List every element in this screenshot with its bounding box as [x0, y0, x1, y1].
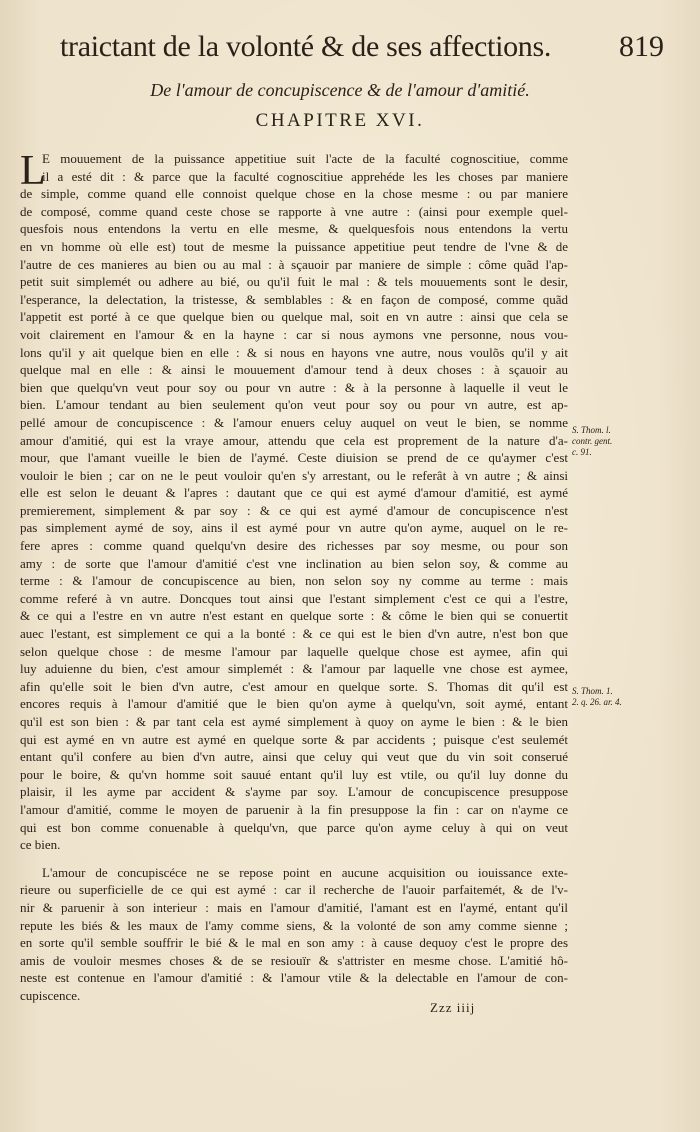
text-line: en sorte qu'il semble souffrir le bié & le mal en son amy : à cause dequoy c'est le propre des [20, 935, 568, 951]
drop-cap-initial: L [20, 148, 46, 194]
text-line: quesfois nous entendons la vertu en elle mesme, & quelquesfois nous entendons la vertu [20, 221, 568, 237]
text-line: entant qu'il confere au bien d'vn autre, ainsi que celuy qui veut que du vin soit conserué [20, 749, 568, 765]
text-line: L'amour de concupiscéce ne se repose point en aucune acquisition ou iouissance exte- [42, 864, 568, 880]
text-line: amy : de sorte que l'amour d'amitié c'est vne inclination au bien selon soy, & comme au [20, 555, 568, 571]
text-line: pas simplement aymé de soy, ains il est aymé pour vn autre qu'on ayme, auquel on le re- [20, 520, 568, 536]
text-line: en vn homme où elle est) tout de mesme la puissance appetitiue peut tendre de l'vne & de [20, 238, 568, 254]
text-line: encores requis à l'amour d'amitié que le bien qu'on ayme à quelqu'vn, soit aymé, entant [20, 696, 568, 712]
signature-mark: Zzz iiij [430, 1000, 476, 1015]
chapter-title: CHAPITRE XVI. [255, 110, 425, 131]
margin-note: S. Thom. 1. [572, 686, 613, 696]
text-line: selon quelque chose : de mesme l'amour par laquelle quelque chose est aymee, afin qui [20, 643, 568, 659]
text-line: voit clairement en l'amour & en la hayne : car si nous aymons vne personne, nous vou- [20, 326, 568, 342]
text-line: nir & paruenir à son interieur : mais en l'amour d'amitié, l'amant est en l'aymé, entant qu'il [20, 899, 568, 915]
text-line: rieure ou superficielle de ce qui est aymé : car il recherche de l'auoir parfaitemét, & de l'v- [20, 882, 568, 898]
text-line: ce bien. [20, 837, 61, 853]
text-line: mour, que l'amant vueille le bien de l'aymé. Ceste diuision se prend de ce qu'aymer c'est [20, 450, 568, 466]
text-line: plaisir, il les ayme par accident & s'ayme par soy. L'amour de concupiscence presuppose [20, 784, 568, 800]
text-line: lons qu'il y ait quelque bien en elle : & si nous en hayons vne autre, nous voulõs qu'il y ait [20, 344, 568, 360]
text-line: luy aduienne du bien, c'est amour simplemét : & l'amour par laquelle vne chose est aymee, [20, 661, 568, 677]
text-line: l'autre de ces manieres au bien ou au mal : à sçauoir par maniere de simple : côme quãd l'ap- [20, 256, 568, 272]
section-title: De l'amour de concupiscence & de l'amour d'amitié. [150, 80, 530, 100]
text-line: cupiscence. [20, 987, 81, 1003]
text-line: bien. L'amour tendant au bien seulement qu'on veut pour soy ou pour vn autre, est ap- [20, 397, 568, 413]
text-line: l'amour d'amitié, comme le moyen de paruenir à la fin presuppose la fin : car on n'ayme ce [20, 801, 568, 817]
text-line: de simple, comme quand elle connoist quelque chose en la chose mesme : ou par maniere [20, 186, 568, 202]
text-line: E mouuement de la puissance appetitiue suit l'acte de la faculté cognoscitiue, comme [42, 151, 568, 166]
text-line: pellé amour de concupiscence : & l'amour enuers celuy auquel on veut le bien, se nomme [20, 414, 568, 430]
text-line: amis de vouloir mesmes choses & de se resiouïr & s'attrister en mesme chose. L'amitié hô- [20, 952, 568, 968]
text-line: elle est selon le deuant & l'apres : dautant que ce qui est aymé d'amour d'amitié, est aymé [20, 485, 568, 501]
text-line: bien que quelqu'vn veut pour soy ou pour vn autre : & à la personne à laquelle il veut le [20, 379, 568, 395]
text-line: qu'il est son bien : & par tant cela est aymé simplement à quoy on ayme le bien : & le bien [20, 714, 568, 729]
running-title: traictant de la volonté & de ses affections. [60, 30, 552, 63]
text-line: neste est contenue en l'amour d'amitié : & l'amour vtile & la delectable en l'amour de con- [20, 970, 568, 986]
text-line: l'esperance, la delectation, la tristesse, & semblables : & en façon de composé, comme quãd [20, 291, 568, 307]
text-line: l'appetit est porté à ce que quelque bien ou quelque mal, soit en vn autre : ainsi que cela se [20, 309, 568, 325]
text-line: vouloir le bien ; car on ne le peut vouloir qu'en s'y arrestant, ou le referât à vn autre ; & ainsi [20, 467, 568, 483]
text-line: amour d'amitié, qui est la vraye amour, attendu que cela est proprement de la nature d'a- [20, 432, 568, 448]
text-line: petit suit simplemét ou adhere au bié, ou qu'il fuit le mal : & tels mouuements sont le desir, [20, 274, 568, 290]
margin-note: contr. gent. [572, 436, 613, 446]
body-text [20, 150, 568, 1005]
text-line: qui est aymé en vn autre est aymé en quelque sorte & par accidents ; puisque c'est seulemét [20, 731, 568, 747]
text-line: de composé, comme quand ceste chose se rapporte à vne autre : (ainsi pour exemple quel- [20, 203, 568, 219]
text-line: qui est bon comme conuenable à quelqu'vn, que parce qu'on ayme celuy à qui on veut [20, 819, 568, 835]
text-line: repute les biés & les maux de l'amy comme siens, & la volonté de son amy comme sienne ; [20, 917, 568, 933]
margin-note: S. Thom. l. [572, 425, 611, 435]
margin-note: c. 91. [572, 447, 592, 457]
page-number: 819 [619, 30, 664, 63]
paragraph-gap [20, 854, 568, 864]
text-line: & ce qui a l'estre en vn autre n'est estant en quelque sorte : & côme le bien qui se conuertit [20, 608, 568, 624]
text-line: premierement, simplement & par soy : & ce qui est aymé d'amour de concupiscence n'est [20, 502, 568, 518]
running-head [48, 30, 664, 74]
text-line: pour le boire, & qu'vn homme soit sauué entant qu'il luy est vtile, ou qu'il luy donne du [20, 766, 568, 782]
text-line: fere apres : comme quand quelqu'vn desire des richesses par soy mesme, ou pour son [20, 538, 568, 554]
text-line: afin qu'elle soit le bien d'vn autre, c'est amour en quelque sorte. S. Thomas dit qu'il est [20, 678, 568, 694]
margin-note: 2. q. 26. ar. 4. [572, 697, 622, 707]
text-line: quelque mal en elle : & ainsi le mouuement d'amour tend à deux choses : à sçauoir au [20, 362, 568, 378]
text-line: comme referé à vn autre. Doncques tout ainsi que l'estant simplement c'est ce qui a l'estre, [20, 590, 568, 606]
text-line: terme : & l'amour de concupiscence au bien, non selon soy ny comme au terme : mais [20, 573, 568, 589]
text-line: il a esté dit : & parce que la faculté cognoscitiue apprehéde les les choses par maniere [42, 168, 568, 184]
text-line: auec l'estant, est simplement ce qui a la bonté : & ce qui est le bien d'vn autre, n'est bon que [20, 626, 568, 642]
